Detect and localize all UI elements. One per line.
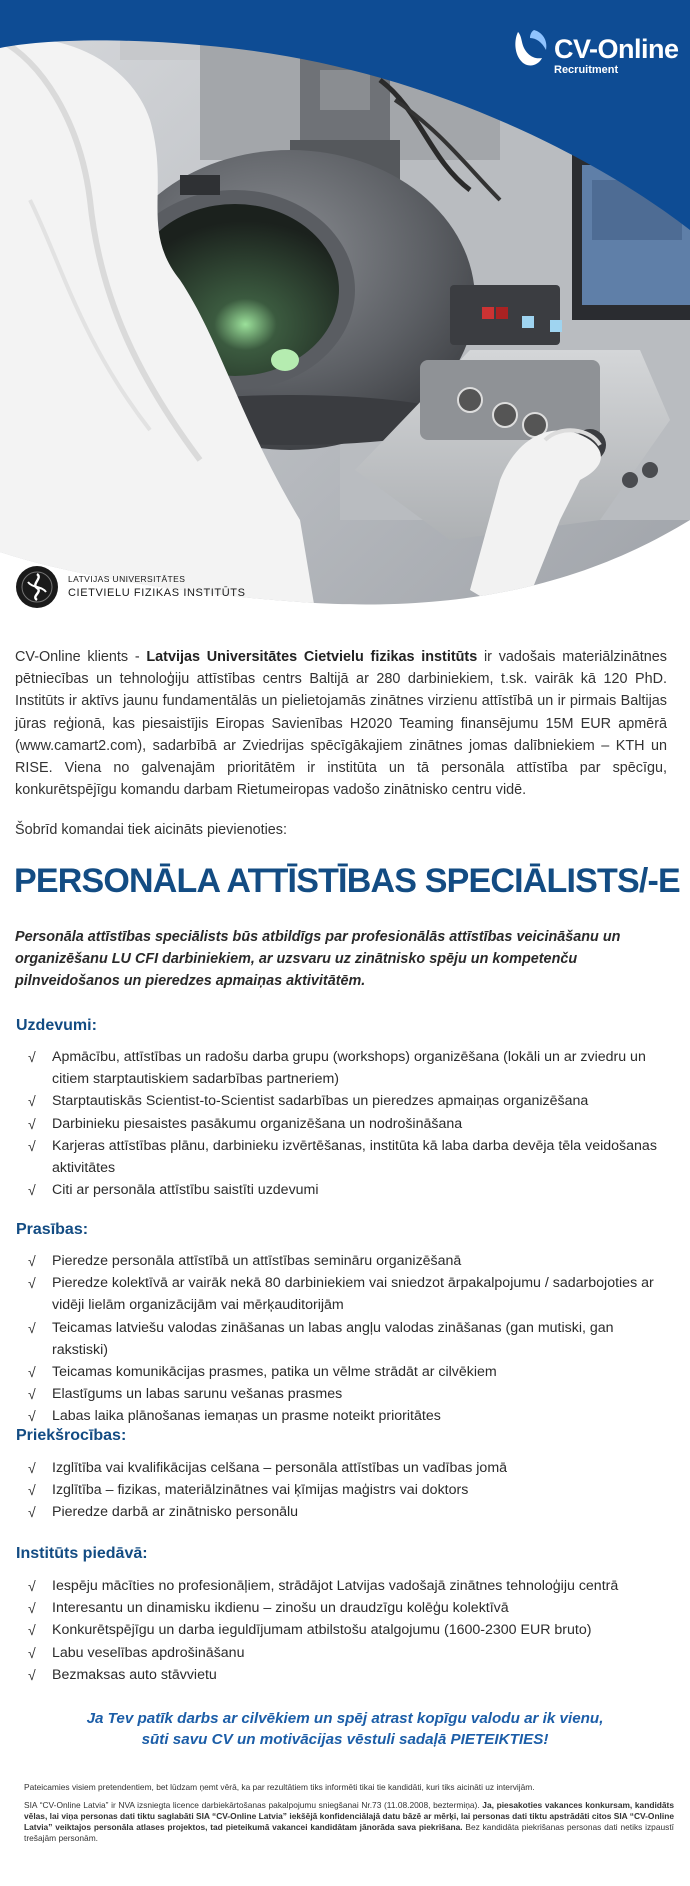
list-item-text: Teicamas komunikācijas prasmes, patika un vēlme strādāt ar cilvēkiem — [52, 1364, 497, 1381]
list-item — [28, 1317, 668, 1361]
brand-tagline: Recruitment — [554, 64, 619, 76]
checkmark-icon: √ — [28, 1253, 36, 1269]
requirements-list — [28, 1250, 668, 1428]
list-item — [28, 1383, 668, 1405]
institute-logo-line2: CIETVIELU FIZIKAS INSTITŪTS — [68, 587, 246, 599]
checkmark-icon: √ — [28, 1504, 36, 1521]
footer-legal — [24, 1800, 674, 1844]
list-item — [28, 1135, 668, 1179]
list-item — [28, 1361, 668, 1383]
footer-note: Pateicamies visiem pretendentiem, bet lūdzam ņemt vērā, ka par rezultātiem tiks informēti tikai tie kandidāti, kuri tiks aicināti uz intervijām. — [24, 1782, 535, 1792]
list-item-text: Izglītība – fizikas, materiālzinātnes vai ķīmijas maģistrs vai doktors — [52, 1482, 469, 1499]
cta-line-1: Ja Tev patīk darbs ar cilvēkiem un spēj atrast kopīgu valodu ar ik vienu, — [86, 1710, 604, 1727]
legal-consent: Ja, piesakoties vakances konkursam, kandidāts vēlas, lai viņa personas dati tiktu saglabāti SIA “CV-Online Latvia” iekšējā konfidenciālajā datu bāzē ar mērķi, lai personas dati tiktu apstrādāti citos SIA “CV-Online Latvia” veiktajos personāla atlases projektos, tad pieteikumā vakancei kandidātam jānorāda sava piekrišana. — [24, 1800, 674, 1832]
list-item-text: Konkurētspējīgu un darba ieguldījumam atbilstošu atalgojumu (1600-2300 EUR bruto) — [52, 1622, 592, 1639]
institute-logo — [16, 566, 256, 610]
list-item — [28, 1405, 668, 1427]
requirements-heading: Prasības: — [16, 1221, 89, 1238]
list-item — [28, 1457, 668, 1479]
brand-name: CV-Online — [554, 34, 679, 64]
list-item-text: Pieredze kolektīvā ar vairāk nekā 80 darbiniekiem vai sniedzot ārpakalpojumu / sadarbojoties ar vidēji lielām organizācijām vai mērķauditorijām — [52, 1275, 654, 1314]
list-item — [28, 1179, 668, 1201]
offer-list — [28, 1575, 668, 1686]
checkmark-icon: √ — [28, 1666, 36, 1683]
checkmark-icon: √ — [28, 1482, 36, 1499]
tasks-heading: Uzdevumi: — [16, 1017, 97, 1034]
checkmark-icon: √ — [28, 1644, 36, 1661]
checkmark-icon: √ — [28, 1600, 36, 1617]
list-item-text: Pieredze darbā ar zinātnisko personālu — [52, 1504, 299, 1521]
list-item — [28, 1479, 668, 1501]
list-item — [28, 1642, 668, 1664]
intro-body: ir vadošais materiālzinātnes pētniecības un tehnoloģiju attīstības centrs Baltijā ar 280 darbiniekiem, t.sk. vairāk kā 120 PhD. Institūts ir aktīvs jaunu fundamentālās un pielietojamās zinātnes virzienu attīstībā un ir pirmais Baltijas jūras reģionā, kas piesaistījis Eiropas Savienības H2020 Teaming finansējumu 15M EUR apmērā (www.camart2.com), sadarbībā ar Zviedrijas spēcīgākajiem zinātnes jomas dalībniekiem – KTH un RISE. Viena no galvenajām prioritātēm ir institūta un tā personāla attīstība par spēcīgu, konkurētspējīgu komandu darbam Rietumeiropas vadošo zinātnisko centru vidē. — [15, 649, 668, 799]
advantages-heading: Priekšrocības: — [16, 1427, 127, 1444]
legal-start: SIA “CV-Online Latvia” ir NVA izsniegta licence darbiekārtošanas pakalpojumu sniegšanai Nr.73 (11.08.2008, beztermiņa). — [24, 1800, 483, 1810]
institute-logo-line1: LATVIJAS UNIVERSITĀTES — [68, 574, 186, 584]
list-item-text: Bezmaksas auto stāvvietu — [52, 1666, 217, 1683]
checkmark-icon: √ — [28, 1115, 36, 1132]
list-item-text: Starptautiskās Scientist-to-Scientist sadarbības un pieredzes apmaiņas organizēšana — [52, 1093, 589, 1110]
list-item-text: Pieredze personāla attīstībā un attīstības semināru organizēšanā — [52, 1253, 462, 1269]
list-item-text: Apmācību, attīstības un radošu darba grupu (workshops) organizēšana (lokāli un ar zviedru un citiem starptautiskiem sadarbības partneriem) — [52, 1049, 646, 1088]
tasks-list — [28, 1046, 668, 1201]
job-lead: Personāla attīstības speciālists būs atbildīgs par profesionālās attīstības veicināšanu un organizēšanu LU CFI darbiniekiem, ar uzsvaru uz zinātnisko spēju un kompetenču pilnveidošanos un pieredzes apmaiņas aktivitātēm. — [15, 929, 621, 990]
list-item-text: Elastīgums un labas sarunu vešanas prasmes — [52, 1386, 343, 1403]
checkmark-icon: √ — [28, 1622, 36, 1639]
list-item-text: Citi ar personāla attīstību saistīti uzdevumi — [52, 1182, 319, 1199]
checkmark-icon: √ — [28, 1093, 36, 1110]
list-item — [28, 1664, 668, 1686]
list-item — [28, 1619, 668, 1641]
list-item — [28, 1046, 668, 1090]
list-item — [28, 1250, 668, 1272]
list-item-text: Darbinieku piesaistes pasākumu organizēšana un nodrošināšana — [52, 1115, 463, 1132]
list-item-text: Karjeras attīstības plānu, darbinieku izvērtēšanas, institūta kā laba darba devēja tēla veidošanas aktivitātes — [52, 1137, 657, 1177]
checkmark-icon: √ — [28, 1182, 36, 1199]
offer-heading: Institūts piedāvā: — [16, 1545, 148, 1562]
checkmark-icon: √ — [28, 1578, 36, 1594]
client-name: Latvijas Universitātes Cietvielu fizikas institūts — [146, 649, 478, 665]
list-item — [28, 1597, 668, 1619]
list-item-text: Labas laika plānošanas iemaņas un prasme noteikt prioritātes — [52, 1408, 441, 1425]
checkmark-icon: √ — [28, 1275, 36, 1292]
cta-line-2: sūti savu CV un motivācijas vēstuli sadaļā PIETEIKTIES! — [141, 1731, 549, 1748]
checkmark-icon: √ — [28, 1364, 36, 1381]
list-item — [28, 1501, 668, 1523]
checkmark-icon: √ — [28, 1386, 36, 1403]
list-item — [28, 1272, 668, 1316]
legal-end: Bez kandidāta piekrišanas personas dati netiks izpaustī trešajām personām. — [24, 1822, 674, 1843]
list-item — [28, 1090, 668, 1112]
list-item-text: Interesantu un dinamisku ikdienu – zinošu un draudzīgu kolēģu kolektīvā — [52, 1600, 509, 1617]
cv-online-logo-icon — [512, 28, 550, 68]
apply-call-to-action — [0, 1708, 690, 1750]
checkmark-icon: √ — [28, 1319, 36, 1336]
list-item-text: Izglītība vai kvalifikācijas celšana – personāla attīstības un vadības jomā — [52, 1460, 508, 1476]
checkmark-icon: √ — [28, 1137, 36, 1154]
intro-prefix: CV-Online klients - — [15, 649, 147, 665]
advantages-list — [28, 1457, 668, 1524]
cv-online-brand[interactable] — [512, 26, 682, 80]
list-item — [28, 1113, 668, 1135]
intro-paragraph — [15, 646, 667, 801]
hero-banner — [0, 0, 690, 640]
list-item-text: Iespēju mācīties no profesionāļiem, strādājot Latvijas vadošajā zinātnes tehnoloģiju centrā — [52, 1578, 619, 1594]
checkmark-icon: √ — [28, 1460, 36, 1476]
university-emblem-icon — [16, 566, 58, 608]
invite-text: Šobrīd komandai tiek aicināts pievienoties: — [15, 822, 287, 838]
list-item-text: Teicamas latviešu valodas zināšanas un labas angļu valodas zināšanas (gan mutiski, gan rakstiski) — [52, 1319, 614, 1358]
checkmark-icon: √ — [28, 1049, 36, 1065]
job-title: PERSONĀLA ATTĪSTĪBAS SPECIĀLISTS/-E — [14, 862, 680, 900]
list-item-text: Labu veselības apdrošināšanu — [52, 1644, 245, 1661]
lab-microscope-photo — [0, 0, 690, 640]
checkmark-icon: √ — [28, 1408, 36, 1425]
list-item — [28, 1575, 668, 1597]
